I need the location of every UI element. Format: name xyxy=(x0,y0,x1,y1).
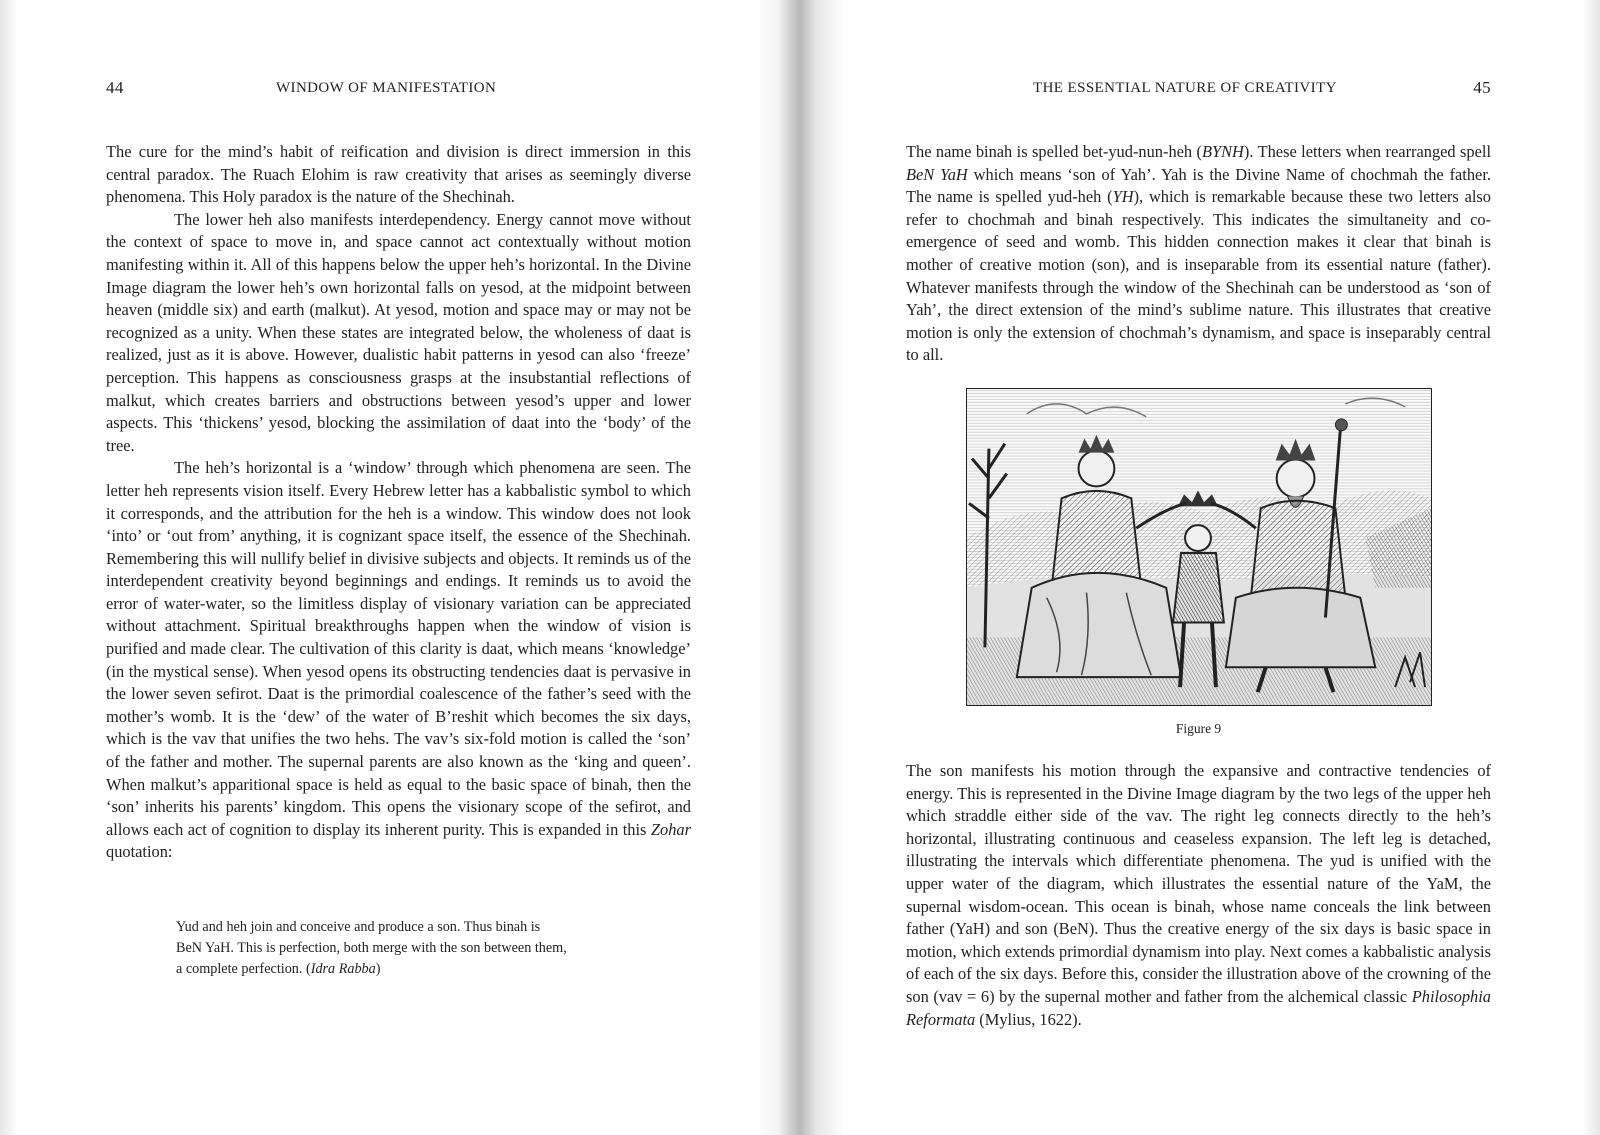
paragraph-text: ). These letters when rearranged spell xyxy=(1243,142,1491,161)
quote-line: Yud and heh join and conceive and produce a son. Thus binah is xyxy=(176,919,541,935)
paragraph-text: (Mylius, 1622). xyxy=(975,1009,1082,1029)
quote-line-end: ) xyxy=(375,961,381,977)
paragraph-end: quotation: xyxy=(106,842,173,862)
left-page xyxy=(106,0,691,1135)
quote-line xyxy=(176,959,676,980)
figure-caption: Figure 9 xyxy=(1175,721,1222,736)
paragraph-text: The heh’s horizontal is a ‘window’ through which phenomena are seen. The letter heh represents vision itself. Every Hebrew letter has a kabbalistic symbol to which it corresponds, and the attribution for the heh is a window. This window does not look ‘into’ or ‘out from’ anything, it is cognizant space itself, the essence of the Shechinah. Remembering this will nullify belief in divisive subjects and objects. It reminds us of the interdependent creativity beyond beginnings and endings. It reminds us to avoid the error of water-water, so the limitless display of visionary variation can be appreciated without attachment. Spiritual breakthroughs happen when the window of vision is purified and made clear. The cultivation of this clarity is daat, which means ‘knowledge’ (in the mystical sense). When yesod opens its obstructing tendencies daat is pervasive in the lower seven sefirot. Daat is the primordial coalescence of the father’s seed with the mother’s womb. It is the ‘dew’ of the water of B’reshit which becomes the six days, which is the vav that unifies the two hehs. The vav’s six-fold motion is called the ‘son’ of the father and mother. The supernal parents are also known as the ‘king and queen’. When malkut’s apparitional space is held as equal to the basic space of binah, then the ‘son’ inherits his parents’ kingdom. This opens the visionary scope of the sefirot, and allows each act of cognition to display its inherent purity. This is expanded in this xyxy=(106,458,691,839)
paragraph-text: which means ‘son of Yah’. Yah is the Divine Name of chochmah the father. The name is spelled yud-heh ( xyxy=(906,164,1491,207)
paragraph xyxy=(106,457,691,864)
paragraph xyxy=(906,760,1491,1031)
italic-text: BYNH xyxy=(1202,142,1244,161)
paragraph xyxy=(906,141,1491,367)
italic-text: BeN YaH xyxy=(906,164,968,184)
left-body-text xyxy=(106,141,691,864)
left-running-head xyxy=(106,78,691,102)
right-running-head-title: THE ESSENTIAL NATURE OF CREATIVITY xyxy=(1033,80,1337,96)
left-running-head-title: WINDOW OF MANIFESTATION xyxy=(276,80,497,96)
paragraph-text: ), which is remarkable because these two letters also refer to chochmah and binah respectively. This indicates the simultaneity and co-emergence of seed and womb. This hidden connection makes it clear that binah is mother of creative motion (son), and is inseparable from its essential nature (father). Whatever manifests through the window of the Shechinah can be understood as ‘son of Yah’, the direct extension of the mind’s sublime nature. This illustrates that creative motion is only the extension of chochmah’s dynamism, and space is inseparably central to all. xyxy=(906,187,1491,365)
paragraph: The cure for the mind’s habit of reification and division is direct immersion in this central paradox. The Ruach Elohim is raw creativity that arises as seemingly diverse phenomena. This Holy paradox is the nature of the Shechinah. xyxy=(106,142,691,207)
quote-source: Idra Rabba xyxy=(310,961,376,977)
engraving-illustration xyxy=(967,389,1431,705)
left-page-number: 44 xyxy=(106,78,124,97)
left-edge-shadow xyxy=(0,0,18,1135)
block-quote xyxy=(176,917,676,980)
figure-engraving xyxy=(966,388,1432,706)
right-body-text-bottom xyxy=(906,760,1491,1031)
italic-text: YH xyxy=(1112,187,1134,207)
right-page xyxy=(906,0,1491,1135)
right-page-number: 45 xyxy=(1473,78,1491,97)
right-body-text-top xyxy=(906,141,1491,367)
right-running-head xyxy=(906,78,1491,102)
right-edge-shadow xyxy=(1582,0,1600,1135)
quote-line-text: a complete perfection. ( xyxy=(176,961,311,977)
paragraph-text: The son manifests his motion through the expansive and contractive tendencies of energy. This is represented in the Divine Image diagram by the two legs of the upper heh which straddle either side of the vav. The right leg connects directly to the heh’s horizontal, illustrating continuous and ceaseless expansion. The left leg is detached, illustrating the intervals which differentiate phenomena. The yud is unified with the upper water of the diagram, which illustrates the essential nature of the YaM, the supernal wisdom-ocean. This ocean is binah, whose name conceals the link between father (YaH) and son (BeN). Thus the creative energy of the six days is basic space in motion, which extends primordial dynamism into play. Next comes a kabbalistic analysis of each of the six days. Before this, consider the illustration above of the crowning of the son (vav = 6) by the supernal mother and father from the alchemical classic xyxy=(906,761,1491,1006)
italic-title: Zohar xyxy=(650,819,691,839)
paragraph-text: The name binah is spelled bet-yud-nun-heh ( xyxy=(906,142,1202,161)
paragraph: The lower heh also manifests interdependency. Energy cannot move without the context of space to move in, and space cannot act contextually without motion manifesting within it. All of this happens below the upper heh’s horizontal. In the Divine Image diagram the lower heh’s own horizontal falls on yesod, at the midpoint between heaven (middle six) and earth (malkut). At yesod, motion and space may or may not be recognized as a unity. When these states are integrated below, the wholeness of daat is realized, just as it is above. However, dualistic habit patterns in yesod can also ‘freeze’ perception. This happens as consciousness grasps at the insubstantial reflections of malkut, which creates barriers and obstructions between yesod’s upper and lower aspects. This ‘thickens’ yesod, blocking the assimilation of daat into the ‘body’ of the tree. xyxy=(106,209,691,455)
italic-title: Philosophia Reformata xyxy=(906,986,1491,1029)
book-gutter xyxy=(756,0,844,1135)
quote-line: BeN YaH. This is perfection, both merge with the son between them, xyxy=(176,940,567,956)
